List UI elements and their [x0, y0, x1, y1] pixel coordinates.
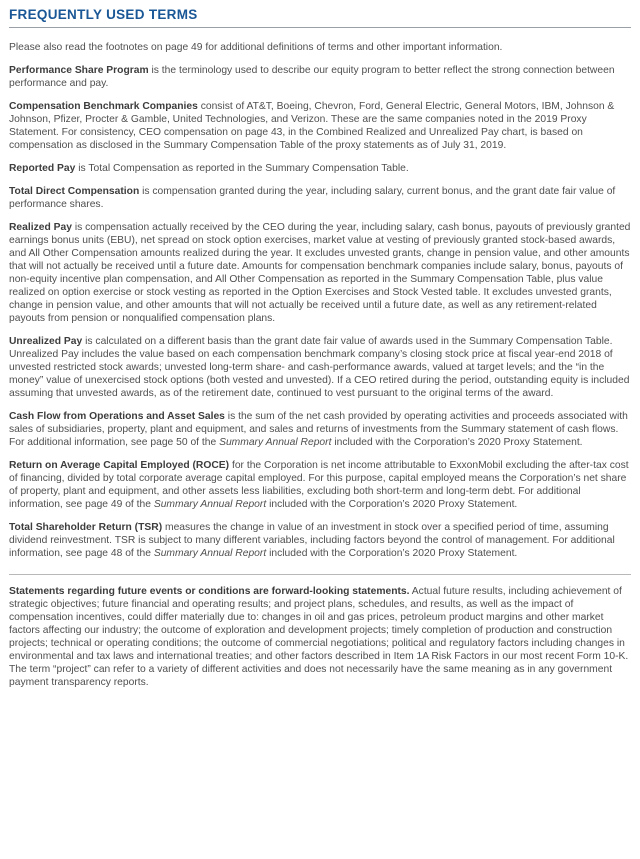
- term-compensation-benchmark-companies: [9, 100, 631, 152]
- italic-reference: Summary Annual Report: [153, 499, 267, 510]
- term-realized-pay: [9, 221, 631, 325]
- body-text: for the Corporation is net income attributable to ExxonMobil excluding the after-tax cost of financing, divided by total corporate average capital employed. For this purpose, capital employed means the Corporation’s net share of property, plant and equipment, and other assets less liabilities, excluding both short-term and long-term debt. For additional information, see page 49 of the: [9, 460, 629, 510]
- body-text: Actual future results, including achievement of strategic objectives; future financial and operating results; and project plans, schedules, and results, as well as the impact of compensation incentives, could differ materially due to: changes in oil and gas prices, petroleum product margins and other market factors affecting our industry; the outcome of exploration and development projects; timely completion of production and construction projects; technical or operating conditions; the outcome of commercial negotiations; political and regulatory factors including changes in environmental and tax laws and international treaties; and other factors described in Item 1A Risk Factors in our most recent Form 10-K. The term “project” can refer to a variety of different activities and does not necessarily have the same meaning as in any government payment transparency reports.: [9, 586, 629, 688]
- title-rule: [9, 27, 631, 28]
- term-label: Statements regarding future events or conditions are forward-looking statements.: [9, 586, 410, 597]
- body-text: included with the Corporation’s 2020 Proxy Statement.: [331, 437, 583, 448]
- body-text: is Total Compensation as reported in the Summary Compensation Table.: [75, 163, 409, 174]
- body-text: is compensation actually received by the CEO during the year, including salary, cash bonus, payouts of previously granted earnings bonus units (EBU), net spread on stock option exercises, market value at vesting of previously granted stock-based awards, and All Other Compensation amounts realized during the year. It excludes unvested grants, change in pension value, and other amounts that will not actually be received until a future date. Amounts for compensation benchmark companies include salary, bonus, payouts of non-equity incentive plan compensation, and All Other Compensation as reported in the Summary Compensation Table, plus value realized on option exercise or stock vesting as reported in the Option Exercises and Stock Vested table. It excludes unvested grants, change in pension value, and other amounts that will not actually be received until a future date, as well as any retirement-related payouts from pension or nonqualified compensation plans.: [9, 222, 631, 324]
- body-text: is the sum of the net cash provided by operating activities and proceeds associated with sales of subsidiaries, property, plant and equipment, and sales and returns of investments from the Summary statement of cash flows. For additional information, see page 50 of the: [9, 411, 628, 448]
- term-label: Realized Pay: [9, 222, 72, 233]
- intro-paragraph: [9, 41, 631, 54]
- term-cash-flow-operations-asset-sales: [9, 410, 631, 449]
- body-text: consist of AT&T, Boeing, Chevron, Ford, General Electric, General Motors, IBM, Johnson & Johnson, Pfizer, Procter & Gamble, United Technologies, and Verizon. These are the same companies noted in the 2019 Proxy Statement. For consistency, CEO compensation on page 43, in the Combined Realized and Unrealized Pay chart, is based on compensation as disclosed in the Summary Compensation Table of the proxy statements as of July 31, 2019.: [9, 101, 615, 151]
- term-label: Unrealized Pay: [9, 336, 83, 347]
- italic-reference: Summary Annual Report: [219, 437, 332, 448]
- page-title: FREQUENTLY USED TERMS: [9, 7, 198, 22]
- term-label: Return on Average Capital Employed (ROCE): [9, 460, 230, 471]
- body-text: is compensation granted during the year, including salary, current bonus, and the grant date fair value of performance shares.: [9, 186, 616, 210]
- term-unrealized-pay: [9, 335, 631, 400]
- term-label: Performance Share Program: [9, 65, 149, 76]
- body-text: measures the change in value of an investment in stock over a specified period of time, assuming dividend reinvestment. TSR is subject to many different variables, including factors beyond the control of management. For additional information, see page 48 of the: [9, 522, 615, 559]
- term-reported-pay: [9, 162, 631, 175]
- section-divider: [9, 574, 631, 575]
- term-label: Total Direct Compensation: [9, 186, 140, 197]
- body-text: included with the Corporation’s 2020 Proxy Statement.: [266, 548, 518, 559]
- term-performance-share-program: [9, 64, 631, 90]
- term-label: Total Shareholder Return (TSR): [9, 522, 163, 533]
- body-text: is calculated on a different basis than the grant date fair value of awards used in the Summary Compensation Table. Unrealized Pay includes the value based on each compensation benchmark company’s closing stock price at fiscal year-end 2018 of unvested restricted stock awards; unvested long-term share- and cash-performance awards, valued at target levels; and the “in the money” value of unexercised stock options (both vested and unvested). If a CEO retired during the period, outstanding equity is included assuming that unvested awards, as of the retirement date, continued to vest pursuant to the original terms of the award.: [9, 336, 630, 399]
- term-roce: [9, 459, 631, 511]
- term-total-direct-compensation: [9, 185, 631, 211]
- term-label: Reported Pay: [9, 163, 76, 174]
- term-label: Compensation Benchmark Companies: [9, 101, 198, 112]
- body-text: included with the Corporation’s 2020 Proxy Statement.: [266, 499, 518, 510]
- body-text: Please also read the footnotes on page 49 for additional definitions of terms and other important information.: [9, 42, 503, 53]
- body-text: is the terminology used to describe our equity program to better reflect the strong connection between performance and pay.: [9, 65, 615, 89]
- italic-reference: Summary Annual Report: [153, 548, 267, 559]
- term-label: Cash Flow from Operations and Asset Sales: [9, 411, 225, 422]
- forward-looking-statements-paragraph: [9, 585, 631, 689]
- terms-body: [9, 41, 631, 689]
- term-tsr: [9, 521, 631, 560]
